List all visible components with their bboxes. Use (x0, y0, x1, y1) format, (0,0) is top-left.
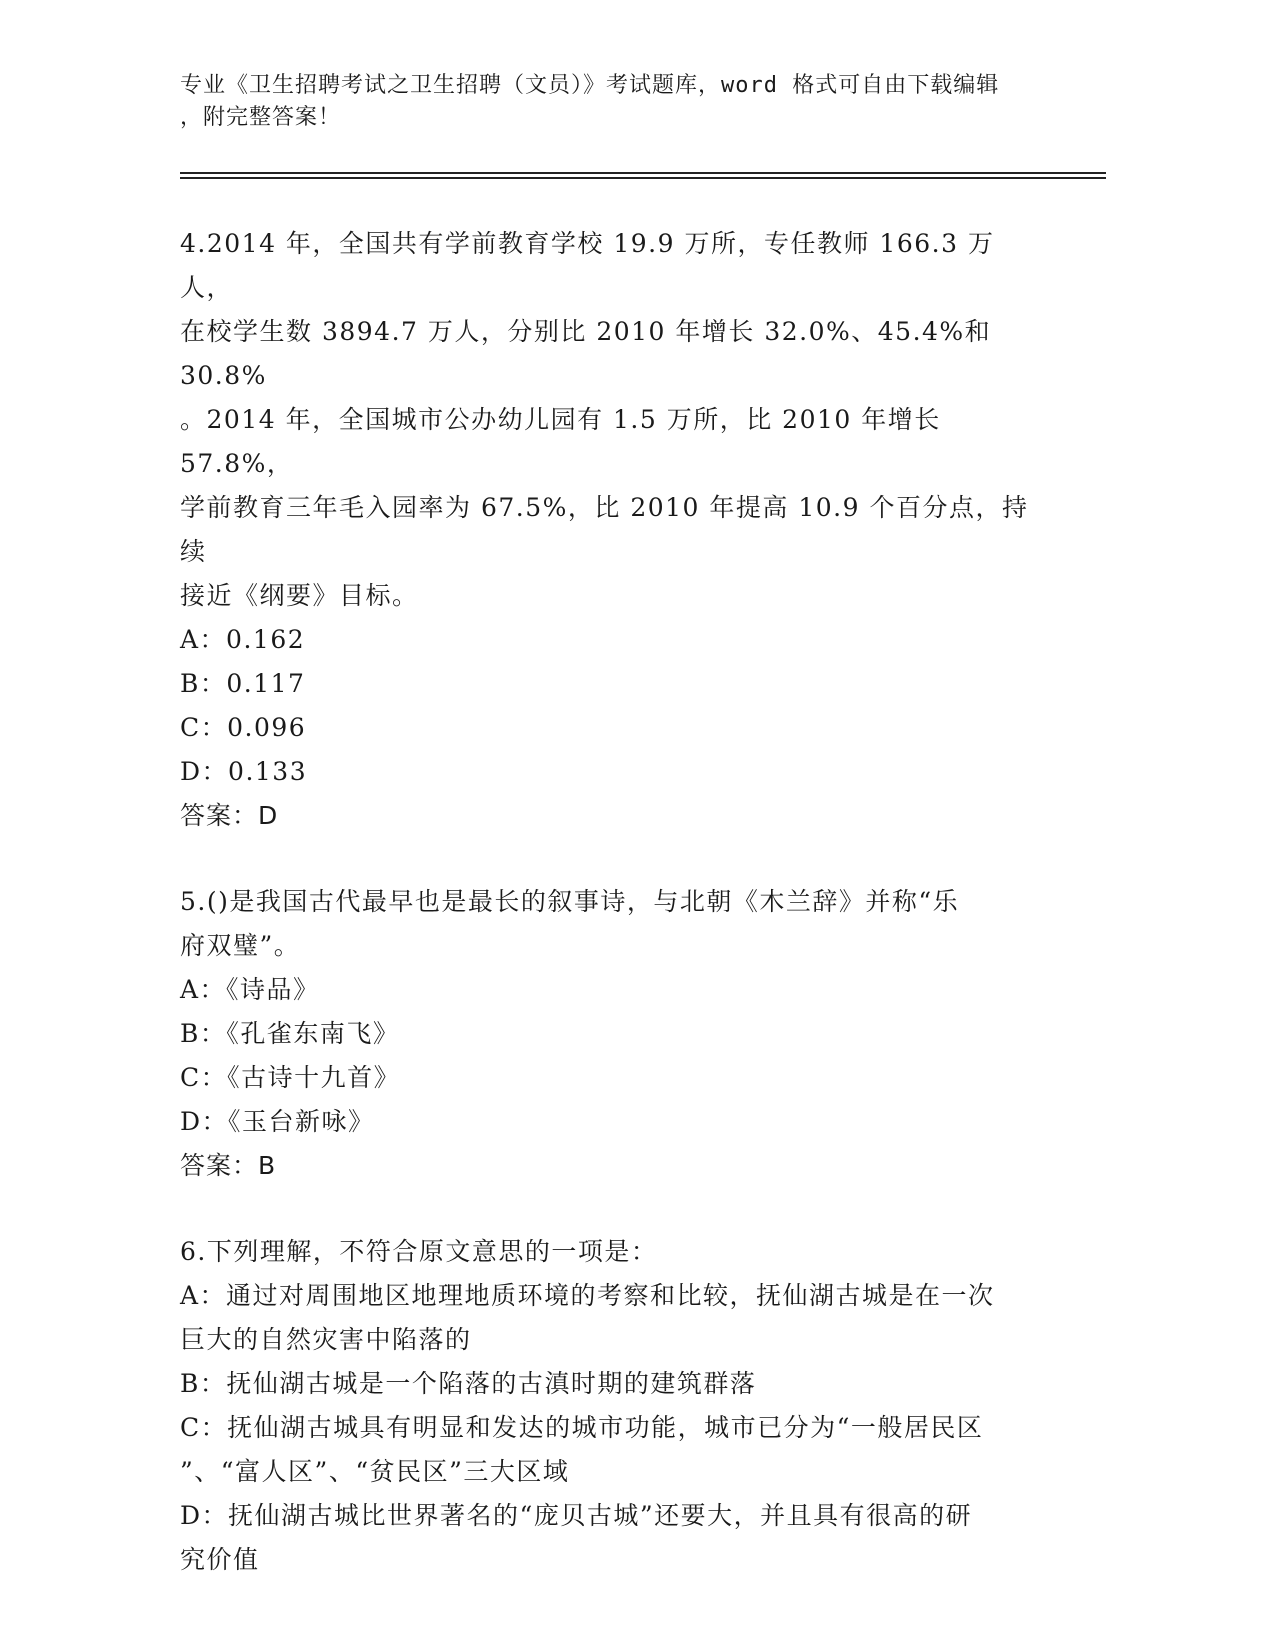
question-stem (180, 880, 1040, 968)
option-c: C：0.096 (180, 713, 307, 742)
stem-line: 5.()是我国古代最早也是最长的叙事诗，与北朝《木兰辞》并称“乐 (180, 887, 960, 916)
stem-line: 接近《纲要》目标。 (180, 581, 419, 610)
option-b: B：0.117 (180, 669, 306, 698)
answer-line: 答案：D (180, 801, 279, 830)
option-d-line: D：抚仙湖古城比世界著名的“庞贝古城”还要大，并且具有很高的研 (180, 1501, 973, 1530)
document-header (180, 70, 1050, 134)
stem-line: 4.2014 年，全国共有学前教育学校 19.9 万所，专任教师 166.3 万人， (180, 229, 995, 302)
question-list (180, 222, 1040, 1582)
option-b: B：抚仙湖古城是一个陷落的古滇时期的建筑群落 (180, 1369, 757, 1398)
question-stem (180, 1230, 1040, 1274)
option-a-line: 巨大的自然灾害中陷落的 (180, 1325, 472, 1354)
option-a: A：0.162 (180, 625, 306, 654)
stem-line: 。2014 年，全国城市公办幼儿园有 1.5 万所，比 2010 年增长 57.8%， (180, 405, 941, 478)
question-6 (180, 1230, 1040, 1582)
stem-line: 学前教育三年毛入园率为 67.5%，比 2010 年提高 10.9 个百分点，持续 (180, 493, 1029, 566)
option-d: D：0.133 (180, 757, 308, 786)
option-d: D：《玉台新咏》 (180, 1107, 375, 1136)
option-a-line: A：通过对周围地区地理地质环境的考察和比较，抚仙湖古城是在一次 (180, 1281, 995, 1310)
option-b: B：《孔雀东南飞》 (180, 1019, 400, 1048)
question-4 (180, 222, 1040, 838)
option-c-line: ”、“富人区”、“贫民区”三大区域 (180, 1457, 570, 1486)
header-divider-bottom (180, 177, 1106, 179)
option-c: C：《古诗十九首》 (180, 1063, 401, 1092)
header-line-1: 专业《卫生招聘考试之卫生招聘（文员）》考试题库，word 格式可自由下载编辑 (180, 73, 1000, 98)
stem-line: 府双璧”。 (180, 931, 301, 960)
header-line-2: ，附完整答案！ (180, 105, 342, 130)
option-d-line: 究价值 (180, 1545, 260, 1574)
stem-line: 在校学生数 3894.7 万人，分别比 2010 年增长 32.0%、45.4%和 30.8% (180, 317, 992, 390)
option-a: A：《诗品》 (180, 975, 320, 1004)
question-5 (180, 880, 1040, 1188)
question-spacer (180, 1188, 1040, 1230)
question-spacer (180, 838, 1040, 880)
option-c-line: C：抚仙湖古城具有明显和发达的城市功能，城市已分为“一般居民区 (180, 1413, 984, 1442)
header-divider-top (180, 172, 1106, 174)
stem-line: 6.下列理解，不符合原文意思的一项是： (180, 1237, 658, 1266)
question-stem (180, 222, 1040, 618)
answer-line: 答案：B (180, 1151, 277, 1180)
